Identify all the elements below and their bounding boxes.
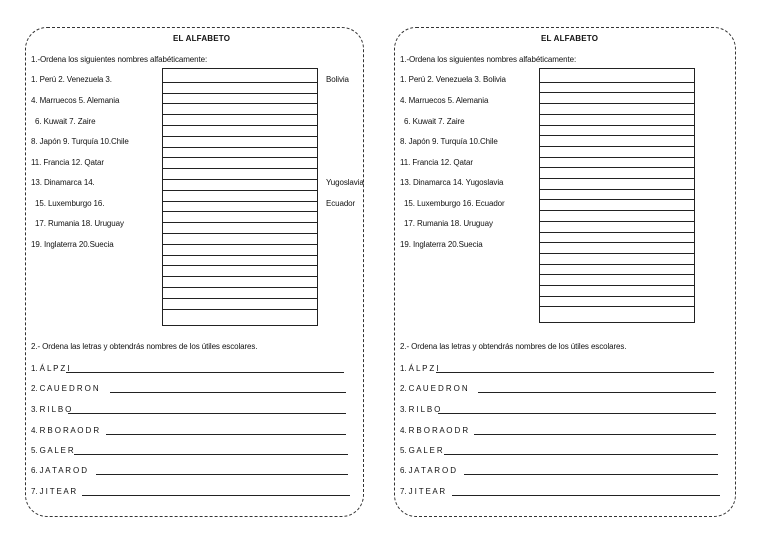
answer-row-line — [163, 136, 317, 137]
answer-row-line — [163, 201, 317, 202]
worksheet-title: EL ALFABETO — [173, 34, 231, 43]
exercise-2-instruction: 2.- Ordena las letras y obtendrás nombres de los útiles escolares. — [400, 342, 627, 351]
answer-row-line — [540, 199, 694, 200]
country-row-2: 4. Marruecos 5. Alemania — [31, 96, 120, 105]
exercise-2-instruction: 2.- Ordena las letras y obtendrás nombres de los útiles escolares. — [31, 342, 258, 351]
answer-row-line — [163, 147, 317, 148]
answer-row-line — [163, 298, 317, 299]
scrambled-word-6: 6. J A T A R O D — [31, 466, 87, 475]
answer-row-line — [540, 210, 694, 211]
country-row-4: 8. Japón 9. Turquía 10.Chile — [400, 137, 498, 146]
answer-line[interactable] — [444, 454, 718, 455]
answer-row-line — [163, 276, 317, 277]
answer-row-line — [540, 285, 694, 286]
answer-line[interactable] — [82, 495, 350, 496]
answer-row-line — [540, 92, 694, 93]
scrambled-word-2: 2. C A U E D R O N — [31, 384, 99, 393]
answer-line[interactable] — [464, 474, 718, 475]
answer-row-line — [163, 211, 317, 212]
answer-row-line — [163, 157, 317, 158]
answer-row-line — [163, 222, 317, 223]
country-row-2: 4. Marruecos 5. Alemania — [400, 96, 489, 105]
answer-line[interactable] — [438, 413, 716, 414]
country-row-8: 17. Rumania 18. Uruguay — [404, 219, 493, 228]
answer-row-line — [163, 265, 317, 266]
answer-row-line — [163, 287, 317, 288]
answer-line[interactable] — [452, 495, 720, 496]
country-row-7: 15. Luxemburgo 16. Ecuador — [404, 199, 505, 208]
answer-row-line — [540, 242, 694, 243]
answer-row-line — [540, 264, 694, 265]
country-overflow-bolivia: Bolivia — [326, 75, 349, 84]
country-row-1: 1. Perú 2. Venezuela 3. Bolivia — [400, 75, 506, 84]
answer-row-line — [540, 82, 694, 83]
scrambled-word-5: 5. G A L E R — [400, 446, 443, 455]
answer-row-line — [540, 114, 694, 115]
country-row-9: 19. Inglaterra 20.Suecia — [400, 240, 483, 249]
country-row-6: 13. Dinamarca 14. Yugoslavia — [400, 178, 504, 187]
answer-row-line — [540, 189, 694, 190]
answer-row-line — [540, 146, 694, 147]
answer-line[interactable] — [68, 413, 346, 414]
answer-line[interactable] — [110, 392, 346, 393]
answer-row-line — [163, 255, 317, 256]
answer-row-line — [540, 157, 694, 158]
answer-box — [539, 68, 695, 323]
answer-row-line — [540, 167, 694, 168]
exercise-1-instruction: 1.-Ordena los siguientes nombres alfabéticamente: — [31, 55, 208, 64]
scrambled-word-7: 7. J I T E A R — [31, 487, 76, 496]
answer-row-line — [163, 93, 317, 94]
country-row-3: 6. Kuwait 7. Zaire — [35, 117, 96, 126]
answer-line[interactable] — [66, 372, 344, 373]
answer-row-line — [163, 179, 317, 180]
country-overflow-yugoslavia: Yugoslavia — [326, 178, 364, 187]
country-row-5: 11. Francia 12. Qatar — [31, 158, 104, 167]
answer-row-line — [163, 233, 317, 234]
scrambled-word-4: 4. R B O R A O D R — [400, 426, 468, 435]
answer-row-line — [163, 82, 317, 83]
answer-row-line — [540, 221, 694, 222]
answer-row-line — [540, 135, 694, 136]
answer-line[interactable] — [474, 434, 716, 435]
answer-row-line — [163, 168, 317, 169]
scrambled-word-3: 3. R I L B O — [31, 405, 72, 414]
answer-line[interactable] — [436, 372, 714, 373]
country-overflow-ecuador: Ecuador — [326, 199, 356, 208]
scrambled-word-7: 7. J I T E A R — [400, 487, 445, 496]
answer-row-line — [163, 309, 317, 310]
country-row-3: 6. Kuwait 7. Zaire — [404, 117, 465, 126]
country-row-1: 1. Perú 2. Venezuela 3. — [31, 75, 112, 84]
exercise-1-instruction: 1.-Ordena los siguientes nombres alfabéticamente: — [400, 55, 577, 64]
answer-row-line — [540, 274, 694, 275]
scrambled-word-1: 1. Á L P Z I — [400, 364, 439, 373]
scrambled-word-2: 2. C A U E D R O N — [400, 384, 468, 393]
worksheet-title: EL ALFABETO — [541, 34, 599, 43]
country-row-5: 11. Francia 12. Qatar — [400, 158, 473, 167]
scrambled-word-1: 1. Á L P Z I — [31, 364, 70, 373]
answer-row-line — [540, 103, 694, 104]
answer-row-line — [540, 296, 694, 297]
answer-box — [162, 68, 318, 326]
scrambled-word-6: 6. J A T A R O D — [400, 466, 456, 475]
scrambled-word-5: 5. G A L E R — [31, 446, 74, 455]
answer-row-line — [163, 244, 317, 245]
country-row-6: 13. Dinamarca 14. — [31, 178, 95, 187]
answer-line[interactable] — [478, 392, 716, 393]
answer-row-line — [163, 114, 317, 115]
answer-line[interactable] — [74, 454, 348, 455]
country-row-4: 8. Japón 9. Turquía 10.Chile — [31, 137, 129, 146]
answer-row-line — [540, 253, 694, 254]
country-row-9: 19. Inglaterra 20.Suecia — [31, 240, 114, 249]
answer-row-line — [540, 125, 694, 126]
answer-row-line — [163, 125, 317, 126]
country-row-7: 15. Luxemburgo 16. — [35, 199, 105, 208]
scrambled-word-4: 4. R B O R A O D R — [31, 426, 99, 435]
answer-row-line — [163, 190, 317, 191]
answer-row-line — [540, 306, 694, 307]
answer-line[interactable] — [96, 474, 348, 475]
scrambled-word-3: 3. R I L B O — [400, 405, 441, 414]
country-row-8: 17. Rumania 18. Uruguay — [35, 219, 124, 228]
answer-row-line — [540, 178, 694, 179]
answer-row-line — [540, 232, 694, 233]
answer-line[interactable] — [106, 434, 346, 435]
answer-row-line — [163, 103, 317, 104]
